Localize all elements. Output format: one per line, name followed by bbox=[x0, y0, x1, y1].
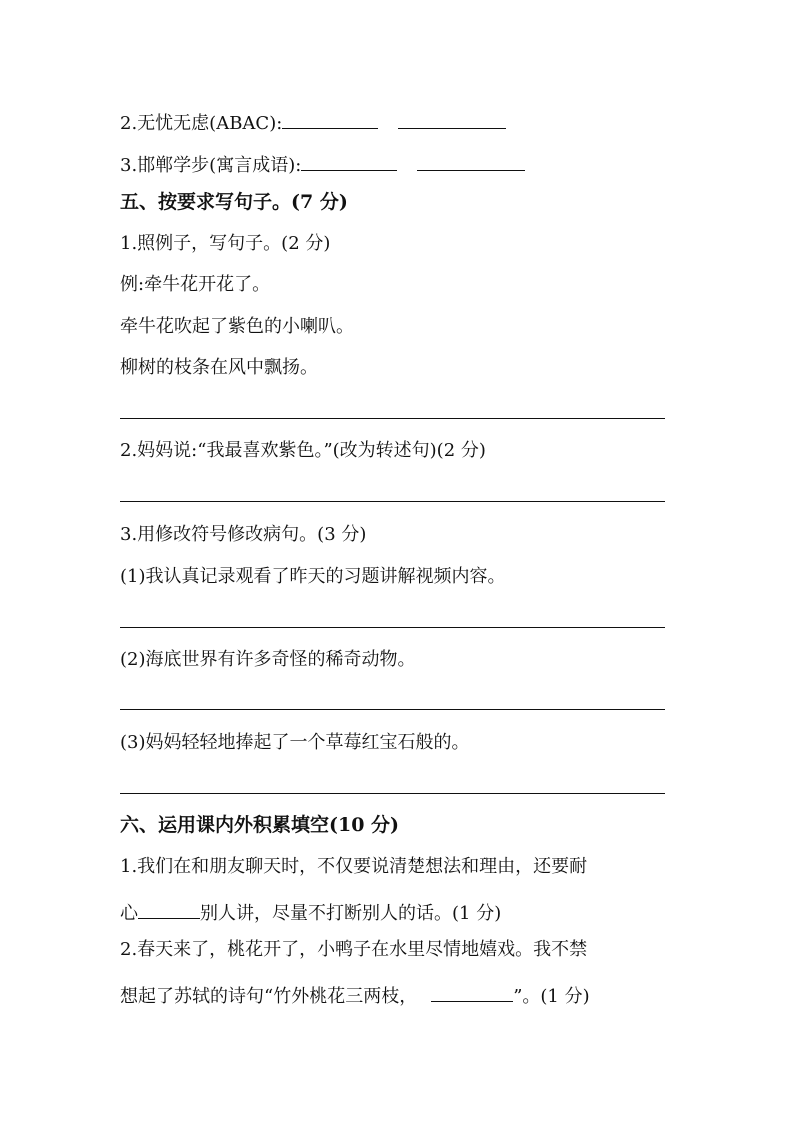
q4-item-3-blank-1[interactable] bbox=[301, 152, 397, 171]
s6-q2-before: 想起了苏轼的诗句“竹外桃花三两枝， bbox=[120, 986, 418, 1007]
s5-q3-1-answer-line[interactable] bbox=[120, 627, 665, 628]
q4-item-3-text: 3.邯郸学步(寓言成语): bbox=[120, 155, 302, 176]
q4-item-2 bbox=[120, 110, 506, 133]
q4-item-2-text: 2.无忧无虑(ABAC): bbox=[120, 113, 283, 134]
q4-item-2-blank-1[interactable] bbox=[282, 110, 378, 129]
s5-task-sentence: 柳树的枝条在风中飘扬。 bbox=[120, 357, 318, 378]
s6-q2-line-1: 2.春天来了，桃花开了，小鸭子在水里尽情地嬉戏。我不禁 bbox=[120, 939, 588, 960]
s5-q3-prompt: 3.用修改符号修改病句。(3 分) bbox=[120, 524, 367, 545]
s6-q1-after: 别人讲，尽量不打断别人的话。(1 分) bbox=[200, 903, 502, 924]
s5-q2-answer-line[interactable] bbox=[120, 501, 665, 502]
s6-q2-line-2 bbox=[120, 983, 590, 1006]
section-5-heading: 五、按要求写句子。(7 分) bbox=[120, 191, 348, 213]
s6-q1-line-2 bbox=[120, 900, 501, 923]
s6-q1-before: 心 bbox=[120, 903, 138, 924]
q4-item-3-blank-2[interactable] bbox=[417, 152, 525, 171]
s6-q1-line-1: 1.我们在和朋友聊天时，不仅要说清楚想法和理由，还要耐 bbox=[120, 856, 588, 877]
s5-example: 例:牵牛花开花了。 bbox=[120, 274, 271, 295]
s5-q3-3: (3)妈妈轻轻地捧起了一个草莓红宝石般的。 bbox=[120, 732, 470, 753]
q4-item-3 bbox=[120, 152, 525, 175]
s5-q3-2: (2)海底世界有许多奇怪的稀奇动物。 bbox=[120, 649, 416, 670]
s5-q3-1: (1)我认真记录观看了昨天的习题讲解视频内容。 bbox=[120, 566, 506, 587]
s5-q3-3-answer-line[interactable] bbox=[120, 793, 665, 794]
s6-q2-blank[interactable] bbox=[431, 983, 513, 1002]
s5-q1-prompt: 1.照例子，写句子。(2 分) bbox=[120, 233, 331, 254]
s5-q3-2-answer-line[interactable] bbox=[120, 709, 665, 710]
s6-q1-blank[interactable] bbox=[138, 900, 200, 919]
q4-item-2-blank-2[interactable] bbox=[398, 110, 506, 129]
s6-q2-after: ”。(1 分) bbox=[513, 986, 590, 1007]
s5-q2-prompt: 2.妈妈说:“我最喜欢紫色。”(改为转述句)(2 分) bbox=[120, 440, 486, 461]
s5-example-result: 牵牛花吹起了紫色的小喇叭。 bbox=[120, 316, 354, 337]
s5-q1-answer-line[interactable] bbox=[120, 418, 665, 419]
section-6-heading: 六、运用课内外积累填空(10 分) bbox=[120, 814, 400, 836]
